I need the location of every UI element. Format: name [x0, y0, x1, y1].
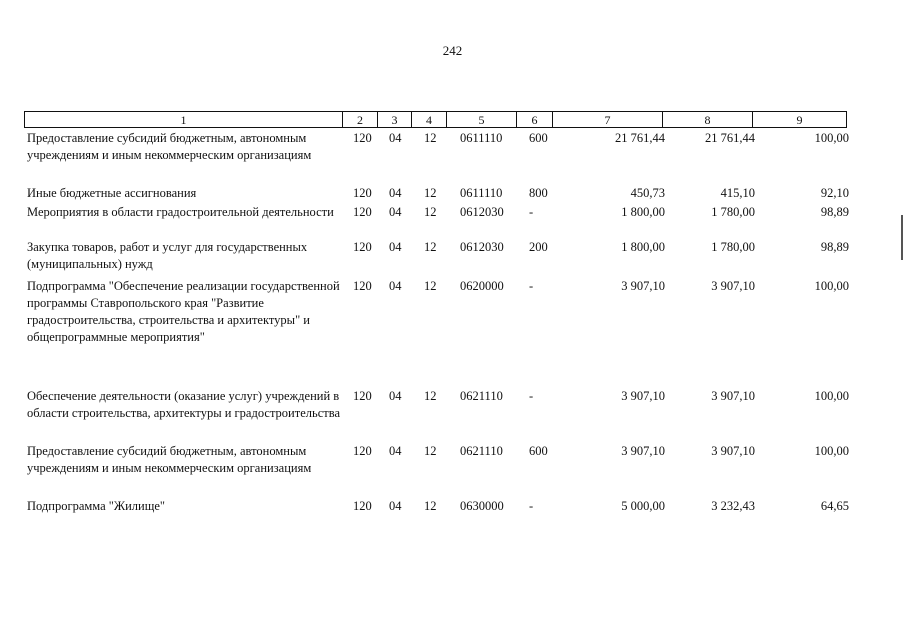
header-cell-col9: 9	[753, 112, 847, 128]
row-value-8: 1 780,00	[711, 240, 755, 254]
row-code-3: 04	[389, 131, 402, 145]
header-cell-col8: 8	[663, 112, 753, 128]
row-code-3: 04	[389, 205, 402, 219]
row-code-3: 04	[389, 444, 402, 458]
row-name: Подпрограмма "Обеспечение реализации государственной программы Ставропольского края "Развитие градостроительства, строительства и архитектуры" и общепрограммные мероприятия"	[27, 279, 340, 344]
header-cell-col6: 6	[517, 112, 553, 128]
row-code-5: 0621110	[460, 389, 503, 403]
row-value-8: 3 907,10	[711, 389, 755, 403]
row-code-3: 04	[389, 186, 402, 200]
row-code-6: 600	[529, 444, 548, 458]
row-value-7: 3 907,10	[621, 279, 665, 293]
row-name: Подпрограмма "Жилище"	[27, 499, 165, 513]
row-code-3: 04	[389, 279, 402, 293]
row-code-2: 120	[353, 131, 372, 145]
row-code-5: 0612030	[460, 205, 504, 219]
row-code-6: -	[529, 389, 534, 403]
header-cell-col2: 2	[343, 112, 378, 128]
row-value-9: 64,65	[820, 499, 849, 513]
row-name: Предоставление субсидий бюджетным, автономным учреждениям и иным некоммерческим организациям	[27, 131, 312, 162]
row-code-6: -	[529, 499, 534, 513]
row-code-6: 200	[529, 240, 548, 254]
row-code-6: -	[529, 279, 534, 293]
row-value-9: 100,00	[814, 279, 849, 293]
row-code-3: 04	[389, 499, 402, 513]
row-code-4: 12	[424, 131, 437, 145]
row-value-8: 3 907,10	[711, 444, 755, 458]
row-code-2: 120	[353, 279, 372, 293]
row-code-2: 120	[353, 186, 372, 200]
row-code-6: 600	[529, 131, 548, 145]
row-value-8: 415,10	[720, 186, 755, 200]
row-code-3: 04	[389, 240, 402, 254]
row-value-9: 100,00	[814, 131, 849, 145]
header-cell-col3: 3	[378, 112, 412, 128]
row-code-2: 120	[353, 389, 372, 403]
row-code-4: 12	[424, 205, 437, 219]
scan-edge-mark	[901, 215, 903, 260]
header-cell-col4: 4	[412, 112, 447, 128]
row-code-2: 120	[353, 205, 372, 219]
row-code-4: 12	[424, 279, 437, 293]
row-value-7: 3 907,10	[621, 389, 665, 403]
header-cell-col1: 1	[25, 112, 343, 128]
row-code-4: 12	[424, 444, 437, 458]
row-code-5: 0612030	[460, 240, 504, 254]
row-code-2: 120	[353, 499, 372, 513]
row-name: Закупка товаров, работ и услуг для государственных (муниципальных) нужд	[27, 240, 308, 271]
page-number: 242	[442, 43, 463, 58]
row-code-5: 0611110	[460, 131, 503, 145]
row-name: Иные бюджетные ассигнования	[27, 186, 197, 200]
row-code-6: -	[529, 205, 534, 219]
row-code-4: 12	[424, 240, 437, 254]
row-value-7: 1 800,00	[621, 240, 665, 254]
row-name: Обеспечение деятельности (оказание услуг) учреждений в области строительства, архитектуры и градостроительства	[27, 389, 340, 420]
row-value-9: 100,00	[814, 389, 849, 403]
row-value-9: 92,10	[820, 186, 849, 200]
row-value-9: 98,89	[820, 240, 849, 254]
row-value-7: 450,73	[630, 186, 665, 200]
row-code-2: 120	[353, 240, 372, 254]
row-value-7: 21 761,44	[615, 131, 665, 145]
row-code-2: 120	[353, 444, 372, 458]
header-cell-col7: 7	[553, 112, 663, 128]
row-code-5: 0620000	[460, 279, 504, 293]
row-code-5: 0611110	[460, 186, 503, 200]
row-value-8: 21 761,44	[705, 131, 755, 145]
row-value-8: 1 780,00	[711, 205, 755, 219]
row-code-5: 0621110	[460, 444, 503, 458]
row-value-8: 3 907,10	[711, 279, 755, 293]
header-cell-col5: 5	[447, 112, 517, 128]
row-value-7: 1 800,00	[621, 205, 665, 219]
row-value-8: 3 232,43	[711, 499, 755, 513]
row-code-4: 12	[424, 389, 437, 403]
row-value-7: 5 000,00	[621, 499, 665, 513]
row-value-9: 100,00	[814, 444, 849, 458]
row-code-4: 12	[424, 186, 437, 200]
row-name: Предоставление субсидий бюджетным, автономным учреждениям и иным некоммерческим организациям	[27, 444, 312, 475]
row-name: Мероприятия в области градостроительной деятельности	[27, 205, 334, 219]
row-code-6: 800	[529, 186, 548, 200]
row-value-7: 3 907,10	[621, 444, 665, 458]
row-value-9: 98,89	[820, 205, 849, 219]
row-code-5: 0630000	[460, 499, 504, 513]
row-code-3: 04	[389, 389, 402, 403]
row-code-4: 12	[424, 499, 437, 513]
